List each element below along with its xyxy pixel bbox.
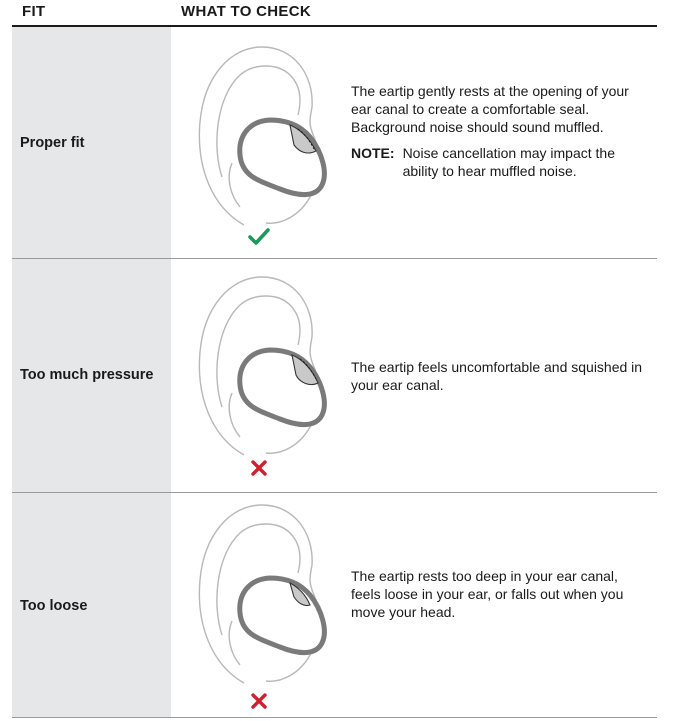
fit-description: The eartip rests too deep in your ear canal, feels loose in your ear, or falls out when you move your head. xyxy=(351,568,624,620)
what-to-check-cell xyxy=(351,567,651,621)
note-label: NOTE: xyxy=(351,145,395,161)
column-header-fit: FIT xyxy=(22,3,46,20)
ear-with-earbud-icon xyxy=(182,493,342,717)
fit-description: The eartip gently rests at the opening of your ear canal to create a comfortable seal. Background noise should sound muffled. xyxy=(351,83,629,135)
ear-illustration-proper-fit xyxy=(182,27,342,258)
table-row-proper-fit xyxy=(12,27,657,258)
what-to-check-cell xyxy=(351,82,651,180)
ear-with-earbud-icon xyxy=(182,259,342,492)
fit-label: Too loose xyxy=(20,598,88,614)
note xyxy=(351,144,651,180)
ear-illustration-too-much-pressure xyxy=(182,259,342,492)
fit-description: The eartip feels uncomfortable and squished in your ear canal. xyxy=(351,359,643,393)
fit-label: Proper fit xyxy=(20,135,85,151)
table-header xyxy=(0,0,657,26)
fit-label: Too much pressure xyxy=(20,367,154,383)
table-row-too-loose xyxy=(12,493,657,717)
cross-icon xyxy=(251,460,267,476)
what-to-check-cell xyxy=(351,358,651,394)
table-row-too-much-pressure xyxy=(12,259,657,492)
ear-with-earbud-icon xyxy=(182,27,342,258)
column-header-what-to-check: WHAT TO CHECK xyxy=(181,3,312,20)
row-divider xyxy=(12,717,657,718)
ear-illustration-too-loose xyxy=(182,493,342,717)
cross-icon xyxy=(251,693,267,709)
checkmark-icon xyxy=(248,228,270,246)
note-text: Noise cancellation may impact the ability to hear muffled noise. xyxy=(402,145,615,179)
